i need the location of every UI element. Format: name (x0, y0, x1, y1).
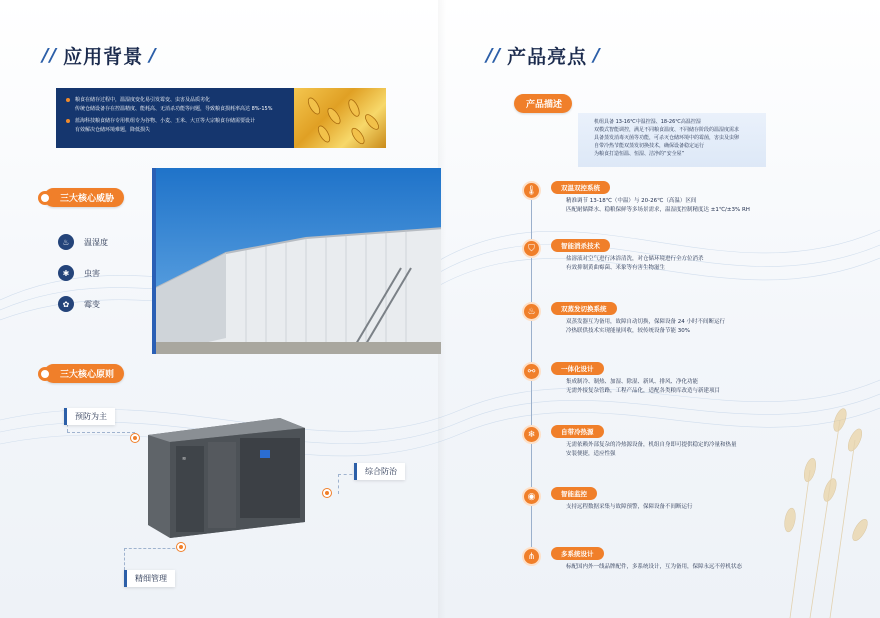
principle-fine-management: 精细管理 (124, 570, 175, 587)
feature-description: 标配国内外一线品牌配件，多系统设计，互为备用，保障永远不停机状态 (566, 564, 743, 570)
monitor-icon: ◉ (522, 487, 541, 506)
background-panel (56, 88, 386, 148)
core-principles-tag: 三大核心原则 (44, 364, 124, 383)
share-icon: ⚯ (522, 362, 541, 381)
warehouse-photo (152, 168, 441, 354)
product-description-box: 机组具备 13-16℃中温控湿、18-26℃高温控湿 双模式智能调控，满足不同粮食温度、不同储存阶段的温湿度需求 具备蒸发消毒灭菌等功能，可杀灭仓储环境中的霉菌，害虫及虫卵 自带冷热节能双蒸发切换技术，确保设备稳定运行 为粮食打造恒温、恒湿、洁净的“安全屋” (578, 113, 766, 167)
core-threats-tag: 三大核心威胁 (44, 188, 124, 207)
storage-unit-image (140, 410, 310, 540)
background-point: 蓝海科技粮食储存专用机组专为谷物、小麦、玉米、大豆等大宗粮食存储需要设计 有效解决仓储环境难题，降低损失 (66, 117, 288, 135)
left-section-title: // 应用背景 / (42, 42, 157, 69)
threat-humidity: ♨ 温湿度 (58, 234, 108, 250)
product-description-tag: 产品描述 (514, 94, 572, 113)
svg-text:≋: ≋ (182, 456, 187, 462)
feature-description: 集成制冷、制热、加湿、除湿、新风、排风、净化功能 无需外接复杂管路，工程产品化，适配各类粮库改造与新建项目 (566, 379, 721, 394)
feature-title: 双蒸发切换系统 (551, 302, 617, 315)
feature-description: 盐溶液对空气进行沐浴清洗，对仓储环境进行全方位消杀 有效抑制黄曲霉菌、米象等有害生物滋生 (566, 256, 704, 271)
bug-icon: ✱ (58, 265, 74, 281)
principle-marker (177, 543, 185, 551)
product-highlights-heading: 产品亮点 (507, 46, 588, 68)
principle-integrated-control: 综合防治 (354, 463, 405, 480)
flame-icon: ♨ (522, 302, 541, 321)
principle-prevention: 预防为主 (64, 408, 115, 425)
threat-pests: ✱ 虫害 (58, 265, 100, 281)
application-background-heading: 应用背景 (63, 46, 144, 68)
thermometer-icon: ♨ (58, 234, 74, 250)
principle-marker (323, 489, 331, 497)
wheat-image (294, 88, 386, 148)
feature-title: 智能监控 (551, 487, 597, 500)
principle-marker (131, 434, 139, 442)
wheat-decoration (690, 380, 880, 618)
background-point: 粮食在储存过程中，温湿度变化易引发霉变、虫害及品质劣化 传统仓储设备存在控温精度、能耗高、无消杀功能等问题，导致粮食损耗率高达 8%-15% (66, 96, 288, 114)
network-icon: ⋔ (522, 547, 541, 566)
feature-title: 一体化设计 (551, 362, 604, 375)
feature-description: 无需依赖外部复杂的冷热源设备，机组自身即可提供稳定的冷量和热量 安装便捷，适应性强 (566, 442, 737, 457)
feature-title: 双温双控系统 (551, 181, 610, 194)
feature-description: 双蒸发器互为备用，故障自动切换，保障设备 24 小时不间断运行 冷热联供技术实现能量回收，较传统设备节能 30% (566, 319, 725, 334)
feature-description: 精准调节 13-18℃（中温）与 20-26℃（高温）区间 匹配耐储降水、稳粮保鲜等多场景需求，温湿度控制精度达 ±1℃/±3% RH (566, 198, 750, 213)
threat-mold: ✿ 霉变 (58, 296, 100, 312)
feature-title: 智能消杀技术 (551, 239, 610, 252)
snowflake-icon: ❄ (522, 425, 541, 444)
right-section-title: // 产品亮点 / (486, 42, 601, 69)
feature-title: 自带冷热源 (551, 425, 604, 438)
feature-description: 支持远程数据采集与故障预警，保障设备不间断运行 (566, 504, 693, 510)
thermometer-icon: 🌡 (522, 181, 541, 200)
mold-icon: ✿ (58, 296, 74, 312)
shield-icon: ⛉ (522, 239, 541, 258)
feature-title: 多系统设计 (551, 547, 604, 560)
